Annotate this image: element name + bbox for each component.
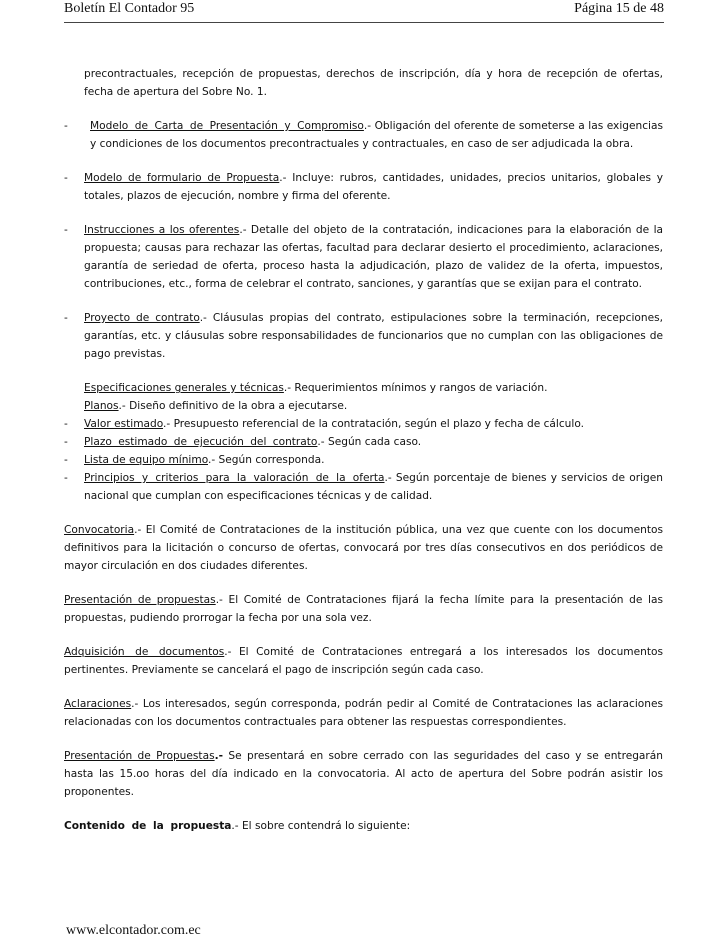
- document-body: [64, 65, 663, 851]
- paragraph-presentacion: [64, 591, 663, 627]
- paragraph-heading: Aclaraciones: [64, 698, 132, 710]
- list-dash: -: [64, 172, 68, 184]
- item-heading: Instrucciones a los oferentes: [84, 224, 240, 236]
- paragraph-separator: .-: [214, 750, 224, 762]
- paragraph-aclaraciones: [64, 695, 663, 731]
- paragraph-text: .- El sobre contendrá lo siguiente:: [231, 820, 411, 832]
- list-item: [64, 397, 663, 415]
- list-item: [64, 451, 663, 469]
- item-heading: Valor estimado: [84, 418, 164, 430]
- item-heading: Especificaciones generales y técnicas: [84, 382, 284, 394]
- paragraph-heading: Presentación de propuestas: [64, 594, 216, 606]
- paragraph-heading: Convocatoria: [64, 524, 135, 536]
- item-heading: Modelo de formulario de Propuesta: [84, 172, 280, 184]
- list-dash: -: [64, 454, 68, 466]
- paragraph-heading: Adquisición de documentos: [64, 646, 225, 658]
- item-text: .- Requerimientos mínimos y rangos de variación.: [283, 382, 548, 394]
- item-text: .- Según cada caso.: [317, 436, 422, 448]
- item-heading: Principios y criterios para la valoración de la oferta: [84, 472, 385, 484]
- item-text: .- Diseño definitivo de la obra a ejecutarse.: [118, 400, 348, 412]
- list-item: [64, 221, 663, 293]
- paragraph-heading: Presentación de Propuestas: [64, 750, 215, 762]
- paragraph-text: .- El Comité de Contrataciones fijará la fecha límite para la presentación de las propuestas, pudiendo prorrogar la fecha por una sola vez.: [64, 594, 663, 624]
- list-dash: -: [64, 120, 68, 132]
- item-heading: Plazo estimado de ejecución del contrato: [84, 436, 318, 448]
- item-text: .- Detalle del objeto de la contratación, indicaciones para la elaboración de la propuesta; causas para rechazar las ofertas, facultad para declarar desierto el procedimiento, aclaraciones, garantía de seriedad de oferta, proceso hasta la adjudicación, plazo de validez de la oferta, impuestos, contribuciones, etc., forma de celebrar el contrato, sanciones, y garantías que se exijan para el contrato.: [84, 224, 664, 290]
- list-dash: -: [64, 312, 68, 324]
- list-dash: -: [64, 436, 68, 448]
- list-item: [64, 117, 663, 153]
- item-heading: Planos: [84, 400, 119, 412]
- item-text: .- Presupuesto referencial de la contratación, según el plazo y fecha de cálculo.: [163, 418, 584, 430]
- item-text: .- Obligación del oferente de someterse a las exigencias y condiciones de los documentos precontractuales y contractuales, en caso de ser adjudicada la obra.: [90, 120, 663, 150]
- paragraph-continuation: precontractuales, recepción de propuestas, derechos de inscripción, día y hora de recepción de ofertas, fecha de apertura del Sobre No. 1.: [84, 68, 663, 98]
- paragraph-convocatoria: [64, 521, 663, 575]
- paragraph-contenido: [64, 817, 663, 835]
- footer-url: www.elcontador.com.ec: [66, 923, 201, 938]
- list-dash: -: [64, 472, 68, 484]
- paragraph-text: .- El Comité de Contrataciones de la institución pública, una vez que cuente con los documentos definitivos para la licitación o concurso de ofertas, convocará por tres días consecutivos en dos periódicos de mayor circulación en dos ciudades diferentes.: [64, 524, 663, 572]
- list-item: [64, 169, 663, 205]
- paragraph-adquisicion: [64, 643, 663, 679]
- paragraph-text: .- El Comité de Contrataciones entregará a los interesados los documentos pertinentes. Previamente se cancelará el pago de inscripción según cada caso.: [64, 646, 663, 676]
- page-number: Página 15 de 48: [574, 1, 664, 16]
- list-item: [64, 309, 663, 363]
- list-item: [64, 415, 663, 433]
- list-dash: -: [64, 224, 68, 236]
- item-text: .- Incluye: rubros, cantidades, unidades, precios unitarios, globales y totales, plazos de ejecución, nombre y firma del oferente.: [84, 172, 663, 202]
- page-header: [64, 0, 664, 23]
- paragraph-presentacion-propuestas: [64, 747, 663, 801]
- bulletin-title: Boletín El Contador 95: [64, 1, 195, 16]
- item-heading: Modelo de Carta de Presentación y Compromiso: [90, 120, 364, 132]
- list-dash: -: [64, 418, 68, 430]
- item-text: .- Según corresponda.: [208, 454, 325, 466]
- list-item: [64, 433, 663, 451]
- paragraph-heading: Contenido de la propuesta: [64, 820, 232, 832]
- item-heading: Lista de equipo mínimo: [84, 454, 208, 466]
- item-text: .- Según porcentaje de bienes y servicios de origen nacional que cumplan con especificaciones técnicas y de calidad.: [84, 472, 663, 502]
- item-text: .- Cláusulas propias del contrato, estipulaciones sobre la terminación, recepciones, garantías, etc. y cláusulas sobre responsabilidades de funcionarios que no cumplan con las obligaciones de pago previstas.: [84, 312, 663, 360]
- paragraph-text: Se presentará en sobre cerrado con las seguridades del caso y se entregarán hasta las 15.oo horas del día indicado en la convocatoria. Al acto de apertura del Sobre podrán asistir los proponentes.: [64, 750, 663, 798]
- item-heading: Proyecto de contrato: [84, 312, 200, 324]
- list-item: [64, 379, 663, 397]
- paragraph-text: .- Los interesados, según corresponda, podrán pedir al Comité de Contrataciones las aclaraciones relacionadas con los documentos contractuales para obtener las respuestas correspondientes.: [64, 698, 663, 728]
- list-item: [64, 469, 663, 505]
